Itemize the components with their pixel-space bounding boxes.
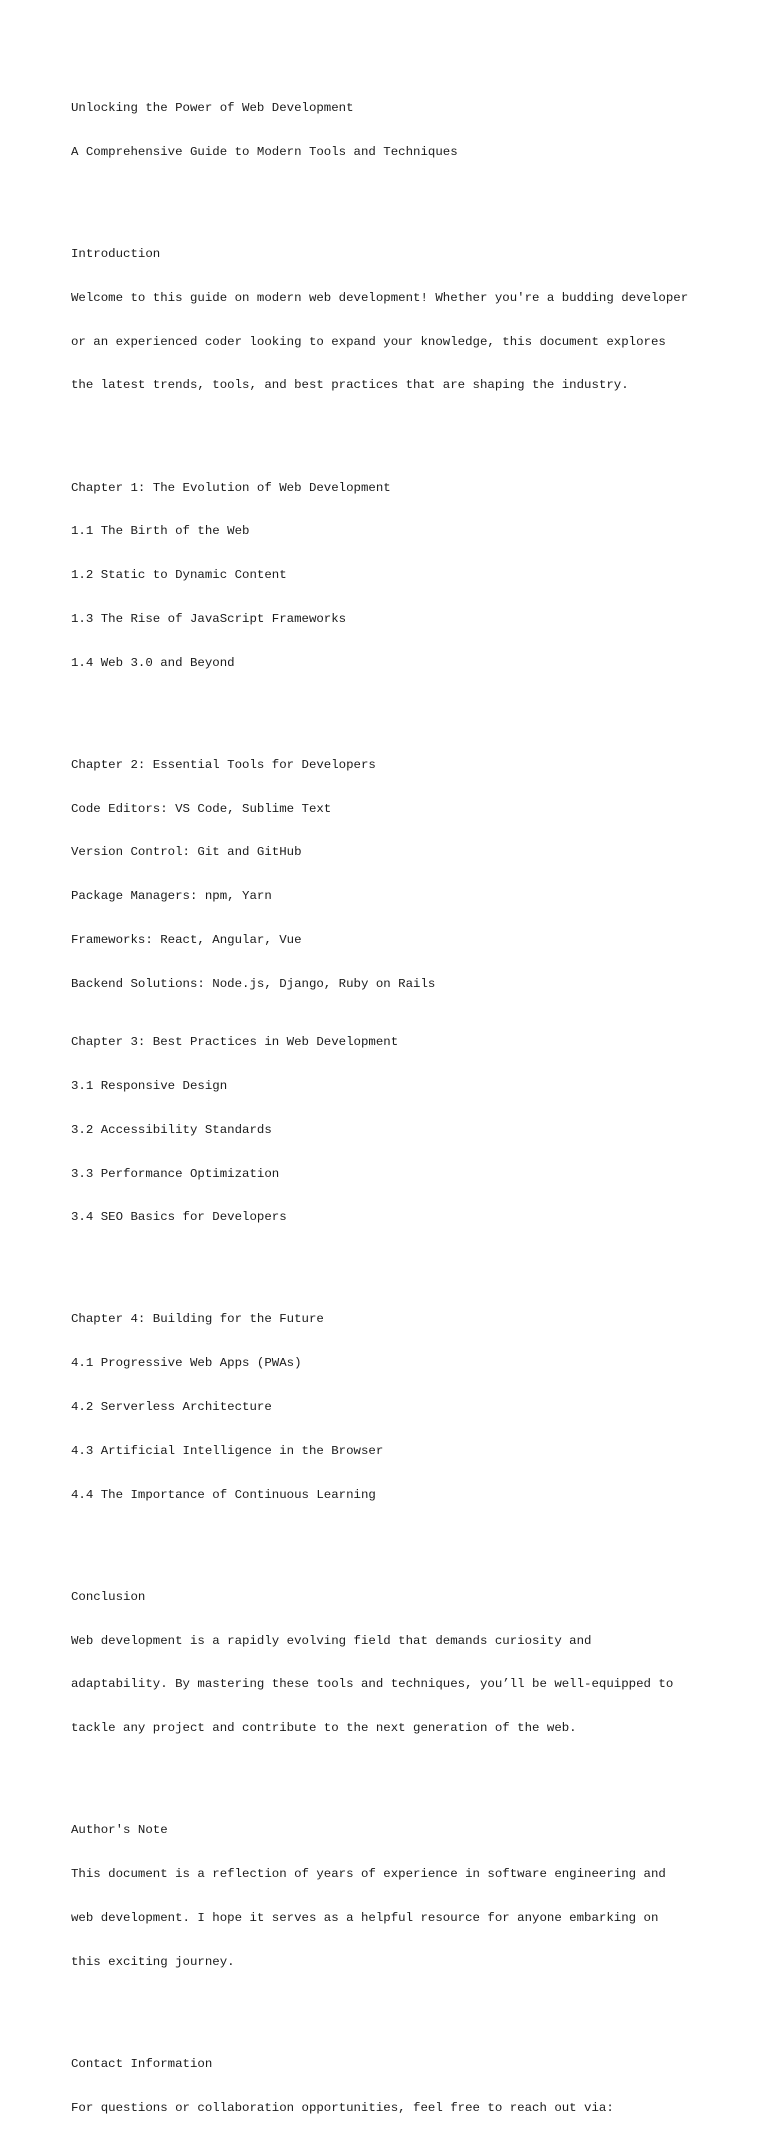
spacer [71,189,748,204]
chapter-3-item: 3.3 Performance Optimization [71,1166,280,1181]
conclusion-heading: Conclusion [71,1589,146,1604]
chapter-4-item: 4.2 Serverless Architecture [71,1400,272,1415]
contact-line: For questions or collaboration opportunities, feel free to reach out via: [71,2100,614,2115]
chapter-1-item: 1.4 Web 3.0 and Beyond [71,655,235,670]
conclusion-line: Web development is a rapidly evolving field that demands curiosity and [71,1633,592,1648]
spacer [71,1254,748,1269]
contact-heading: Contact Information [71,2056,213,2071]
authors-note-line: This document is a reflection of years of experience in software engineering and [71,1867,666,1882]
authors-note-heading: Author's Note [71,1823,168,1838]
chapter-2-item: Frameworks: React, Angular, Vue [71,933,302,948]
chapter-2-item: Package Managers: npm, Yarn [71,889,272,904]
document-title: Unlocking the Power of Web Development [71,101,354,116]
authors-note-line: web development. I hope it serves as a helpful resource for anyone embarking on [71,1910,659,1925]
introduction-line: or an experienced coder looking to expand your knowledge, this document explores [71,334,666,349]
document-page [71,72,748,2130]
document-subtitle: A Comprehensive Guide to Modern Tools and Techniques [71,144,458,159]
spacer [71,700,748,715]
chapter-1-heading: Chapter 1: The Evolution of Web Development [71,480,391,495]
introduction-line: Welcome to this guide on modern web development! Whether you're a budding developer [71,290,689,305]
chapter-4-heading: Chapter 4: Building for the Future [71,1312,324,1327]
chapter-2-item: Version Control: Git and GitHub [71,845,302,860]
chapter-1-item: 1.3 The Rise of JavaScript Frameworks [71,611,347,626]
spacer [71,1531,748,1546]
chapter-2-item: Code Editors: VS Code, Sublime Text [71,801,332,816]
conclusion-line: tackle any project and contribute to the next generation of the web. [71,1721,577,1736]
chapter-1-item: 1.1 The Birth of the Web [71,524,250,539]
introduction-line: the latest trends, tools, and best practices that are shaping the industry. [71,378,629,393]
spacer [71,1998,748,2013]
introduction-heading: Introduction [71,247,161,262]
chapter-1-item: 1.2 Static to Dynamic Content [71,568,287,583]
chapter-2-heading: Chapter 2: Essential Tools for Developers [71,757,376,772]
chapter-4-item: 4.1 Progressive Web Apps (PWAs) [71,1356,302,1371]
chapter-2-item: Backend Solutions: Node.js, Django, Ruby on Rails [71,976,436,991]
authors-note-line: this exciting journey. [71,1954,235,1969]
conclusion-line: adaptability. By mastering these tools and techniques, you’ll be well-equipped to [71,1677,674,1692]
spacer [71,1765,748,1780]
chapter-4-item: 4.4 The Importance of Continuous Learning [71,1487,376,1502]
chapter-3-item: 3.2 Accessibility Standards [71,1122,272,1137]
chapter-3-heading: Chapter 3: Best Practices in Web Development [71,1035,399,1050]
spacer [71,422,748,437]
chapter-3-item: 3.1 Responsive Design [71,1078,228,1093]
chapter-4-item: 4.3 Artificial Intelligence in the Browser [71,1443,384,1458]
chapter-3-item: 3.4 SEO Basics for Developers [71,1210,287,1225]
